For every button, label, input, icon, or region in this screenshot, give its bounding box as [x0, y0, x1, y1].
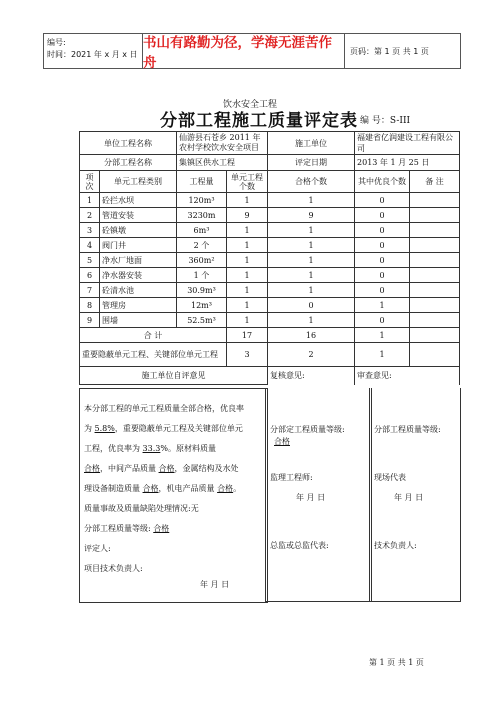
review-grade-label: 分部定工程质量等级: — [270, 425, 345, 434]
table-cell: 30.9m³ — [177, 283, 227, 298]
table-cell: 52.5m³ — [177, 313, 227, 328]
table-cell — [410, 223, 460, 238]
col-header: 备 注 — [410, 171, 460, 193]
table-cell: 0 — [355, 268, 410, 283]
eval-date-label: 评定日期 — [268, 155, 355, 171]
total-pass: 16 — [268, 328, 355, 343]
audit-tech-lead-label: 技术负责人: — [374, 541, 417, 550]
table-cell: 1 个 — [177, 268, 227, 283]
table-row — [80, 313, 460, 328]
table-cell: 3 — [80, 223, 100, 238]
table-cell: 9 — [268, 208, 355, 223]
unit-project-value: 仙游县石苍乡 2011 年农村学校饮水安全项目 — [177, 132, 268, 155]
review-box — [265, 388, 372, 602]
doc-subtitle: 饮水安全工程 — [222, 100, 277, 110]
self-eval-date: 年 月 日 — [200, 580, 230, 589]
audit-date: 年 月 日 — [394, 493, 424, 502]
table-cell — [410, 268, 460, 283]
doc-code: 编 号：S-III — [360, 116, 411, 126]
key-label: 重要隐蔽单元工程、关键部位单元工程 — [80, 343, 227, 367]
table-row — [80, 283, 460, 298]
table-cell — [410, 253, 460, 268]
quality-table — [79, 131, 460, 385]
info-row-2 — [80, 155, 460, 171]
table-cell: 砼镇墩 — [100, 223, 177, 238]
table-cell: 1 — [227, 298, 268, 313]
self-eval-box — [79, 388, 268, 603]
time-label: 时间：2021 年 x 月 x 日 — [47, 50, 138, 59]
table-row — [80, 238, 460, 253]
table-cell: 1 — [227, 313, 268, 328]
self-eval-line: 工程，优良率为 33.3%。原材料质量 — [84, 444, 216, 453]
motto: 书山有路勤为径，学海无涯苦作舟 — [143, 34, 345, 68]
audit-grade-label: 分部工程质量等级: — [374, 425, 441, 434]
doc-title: 分部工程施工质量评定表 — [160, 111, 358, 131]
table-cell: 1 — [227, 283, 268, 298]
table-cell: 1 — [80, 193, 100, 208]
table-cell — [410, 238, 460, 253]
table-row — [80, 193, 460, 208]
table-cell: 0 — [355, 283, 410, 298]
table-cell: 2 — [80, 208, 100, 223]
table-cell: 1 — [268, 223, 355, 238]
total-label: 合 计 — [80, 328, 227, 343]
key-units: 3 — [227, 343, 268, 367]
table-cell: 阀门井 — [100, 238, 177, 253]
sub-project-label: 分部工程名称 — [80, 155, 177, 171]
table-cell: 1 — [355, 298, 410, 313]
self-eval-grade: 合格 — [153, 524, 170, 533]
table-cell: 6m³ — [177, 223, 227, 238]
table-cell: 砼清水池 — [100, 283, 177, 298]
equipment-quality: 合格 — [142, 484, 159, 493]
total-remark — [410, 328, 460, 343]
table-cell: 净水器安装 — [100, 268, 177, 283]
table-cell: 0 — [355, 253, 410, 268]
builder-label: 施工单位 — [268, 132, 355, 155]
key-pass: 2 — [268, 343, 355, 367]
page-label: 页码：第 1 页 共 1 页 — [350, 46, 429, 56]
self-eval-line: 为 5.8%，重要隐蔽单元工程及关键部位单元 — [84, 424, 243, 433]
table-cell: 360m² — [177, 253, 227, 268]
table-cell: 4 — [80, 238, 100, 253]
self-eval-header: 施工单位自评意见 — [80, 367, 268, 385]
table-cell: 围墙 — [100, 313, 177, 328]
table-cell: 2 个 — [177, 238, 227, 253]
table-header-row — [80, 171, 460, 193]
electrical-quality: 合格 — [217, 484, 234, 493]
table-cell: 1 — [268, 268, 355, 283]
page-header — [43, 33, 461, 69]
key-remark — [410, 343, 460, 367]
material-quality: 合格 — [84, 464, 100, 473]
site-rep-label: 现场代表 — [374, 473, 406, 482]
table-cell — [410, 208, 460, 223]
unit-project-label: 单位工程名称 — [80, 132, 177, 155]
key-rate: 33.3 — [142, 444, 161, 453]
table-cell: 砼拦水坝 — [100, 193, 177, 208]
review-header: 复核意见: — [268, 367, 355, 385]
assessor-label: 评定人: — [84, 544, 111, 553]
table-cell: 1 — [227, 223, 268, 238]
self-eval-text — [84, 399, 263, 579]
table-cell: 1 — [268, 238, 355, 253]
builder-value: 福建省亿润建设工程有限公司 — [355, 132, 460, 155]
info-row-1 — [80, 132, 460, 155]
audit-header: 审查意见: — [355, 367, 460, 385]
total-excellent: 1 — [355, 328, 410, 343]
table-row — [80, 268, 460, 283]
col-header: 单元工程个数 — [227, 171, 268, 193]
key-row — [80, 343, 460, 367]
table-cell: 1 — [227, 193, 268, 208]
table-row — [80, 208, 460, 223]
total-units: 17 — [227, 328, 268, 343]
excellent-rate: 5.8% — [94, 424, 115, 433]
table-cell: 8 — [80, 298, 100, 313]
total-row — [80, 328, 460, 343]
intermediate-quality: 合格 — [158, 464, 175, 473]
tech-lead-label: 项目技术负责人: — [84, 564, 143, 573]
table-cell: 1 — [227, 268, 268, 283]
table-cell: 9 — [80, 313, 100, 328]
self-eval-line: 分部工程质量等级: 合格 — [84, 524, 170, 533]
col-header: 单元工程类别 — [100, 171, 177, 193]
table-cell: 1 — [268, 253, 355, 268]
col-header: 其中优良个数 — [355, 171, 410, 193]
table-row — [80, 298, 460, 313]
col-header: 合格个数 — [268, 171, 355, 193]
table-cell — [410, 193, 460, 208]
col-header: 项 次 — [80, 171, 100, 193]
table-cell: 1 — [268, 313, 355, 328]
table-cell: 6 — [80, 268, 100, 283]
self-eval-line: 理设备制造质量 合格，机电产品质量 合格。 — [84, 484, 242, 493]
table-cell: 5 — [80, 253, 100, 268]
table-cell: 管道安装 — [100, 208, 177, 223]
chief-supervisor-label: 总监或总监代表: — [270, 541, 329, 550]
table-cell: 120m³ — [177, 193, 227, 208]
table-cell: 0 — [355, 223, 410, 238]
table-row — [80, 253, 460, 268]
table-cell: 1 — [227, 238, 268, 253]
table-cell: 3230m — [177, 208, 227, 223]
table-cell: 9 — [227, 208, 268, 223]
supervisor-label: 监理工程师: — [270, 473, 313, 482]
table-cell — [410, 313, 460, 328]
table-cell — [410, 298, 460, 313]
review-grade: 合格 — [274, 437, 290, 446]
table-cell: 0 — [355, 193, 410, 208]
opinion-header-row — [80, 367, 460, 385]
col-header: 工程量 — [177, 171, 227, 193]
table-cell: 0 — [355, 313, 410, 328]
table-cell: 1 — [268, 283, 355, 298]
table-cell: 1 — [227, 253, 268, 268]
eval-date-value: 2013 年 1 月 25 日 — [355, 155, 460, 171]
table-cell: 7 — [80, 283, 100, 298]
self-eval-line: 本分部工程的单元工程质量全部合格，优良率 — [84, 404, 244, 413]
table-cell: 0 — [355, 208, 410, 223]
table-cell: 0 — [355, 238, 410, 253]
table-row — [80, 223, 460, 238]
table-cell: 0 — [268, 298, 355, 313]
self-eval-line: 质量事故及质量缺陷处理情况:无 — [84, 504, 199, 513]
sub-project-value: 集镇区供水工程 — [177, 155, 268, 171]
table-cell: 12m³ — [177, 298, 227, 313]
table-cell: 管理房 — [100, 298, 177, 313]
table-cell — [410, 283, 460, 298]
key-excellent: 1 — [355, 343, 410, 367]
review-date: 年 月 日 — [296, 493, 326, 502]
audit-box — [369, 388, 461, 602]
page-footer: 第 1 页 共 1 页 — [369, 658, 424, 667]
table-cell: 净水厂地面 — [100, 253, 177, 268]
number-label: 编号: — [47, 38, 66, 47]
self-eval-line: 合格，中间产品质量 合格，金属结构及水处 — [84, 464, 239, 473]
table-cell: 1 — [268, 193, 355, 208]
header-left — [44, 34, 143, 68]
